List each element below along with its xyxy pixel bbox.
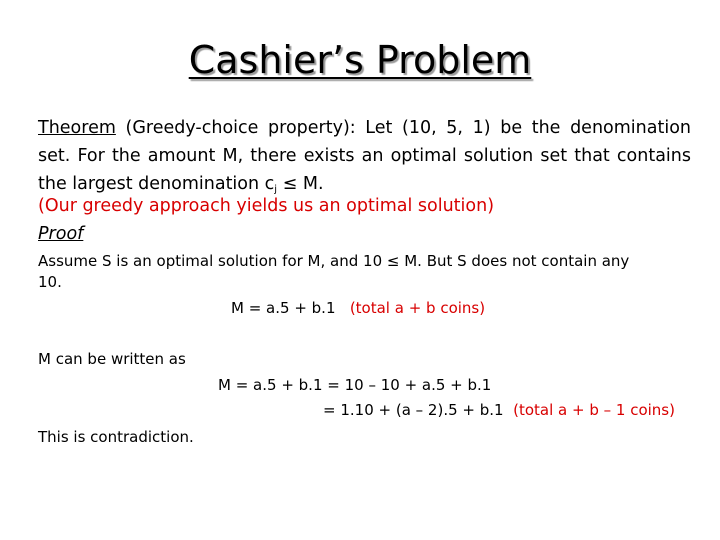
written-as-line: M can be written as <box>38 350 186 368</box>
conclusion-line: This is contradiction. <box>38 428 194 446</box>
equation-3-note: (total a + b – 1 coins) <box>513 401 675 419</box>
theorem-text: (Greedy-choice property): Let (10, 5, 1) be the denomination set. For the amount M, there exists an optimal solution set that contains the largest denomination c <box>38 118 691 194</box>
theorem-tail: ≤ M. <box>277 174 324 194</box>
equation-1-expr: M = a.5 + b.1 <box>231 299 336 317</box>
equation-3-expr: = 1.10 + (a – 2).5 + b.1 <box>323 401 504 419</box>
equation-2: M = a.5 + b.1 = 10 – 10 + a.5 + b.1 <box>218 376 492 394</box>
equation-1-note: (total a + b coins) <box>349 299 486 317</box>
assume-line-2: 10. <box>38 273 62 291</box>
equation-3 <box>323 400 675 420</box>
greedy-note: (Our greedy approach yields us an optimal solution) <box>38 196 495 216</box>
slide-title: Cashier’s Problem <box>188 38 532 82</box>
equation-1 <box>231 298 485 318</box>
proof-label: Proof <box>38 224 84 244</box>
theorem-label: Theorem <box>38 118 116 138</box>
assume-line-1: Assume S is an optimal solution for M, and 10 ≤ M. But S does not contain any <box>38 252 630 270</box>
theorem-subscript: j <box>274 184 278 195</box>
theorem-paragraph <box>38 114 691 204</box>
